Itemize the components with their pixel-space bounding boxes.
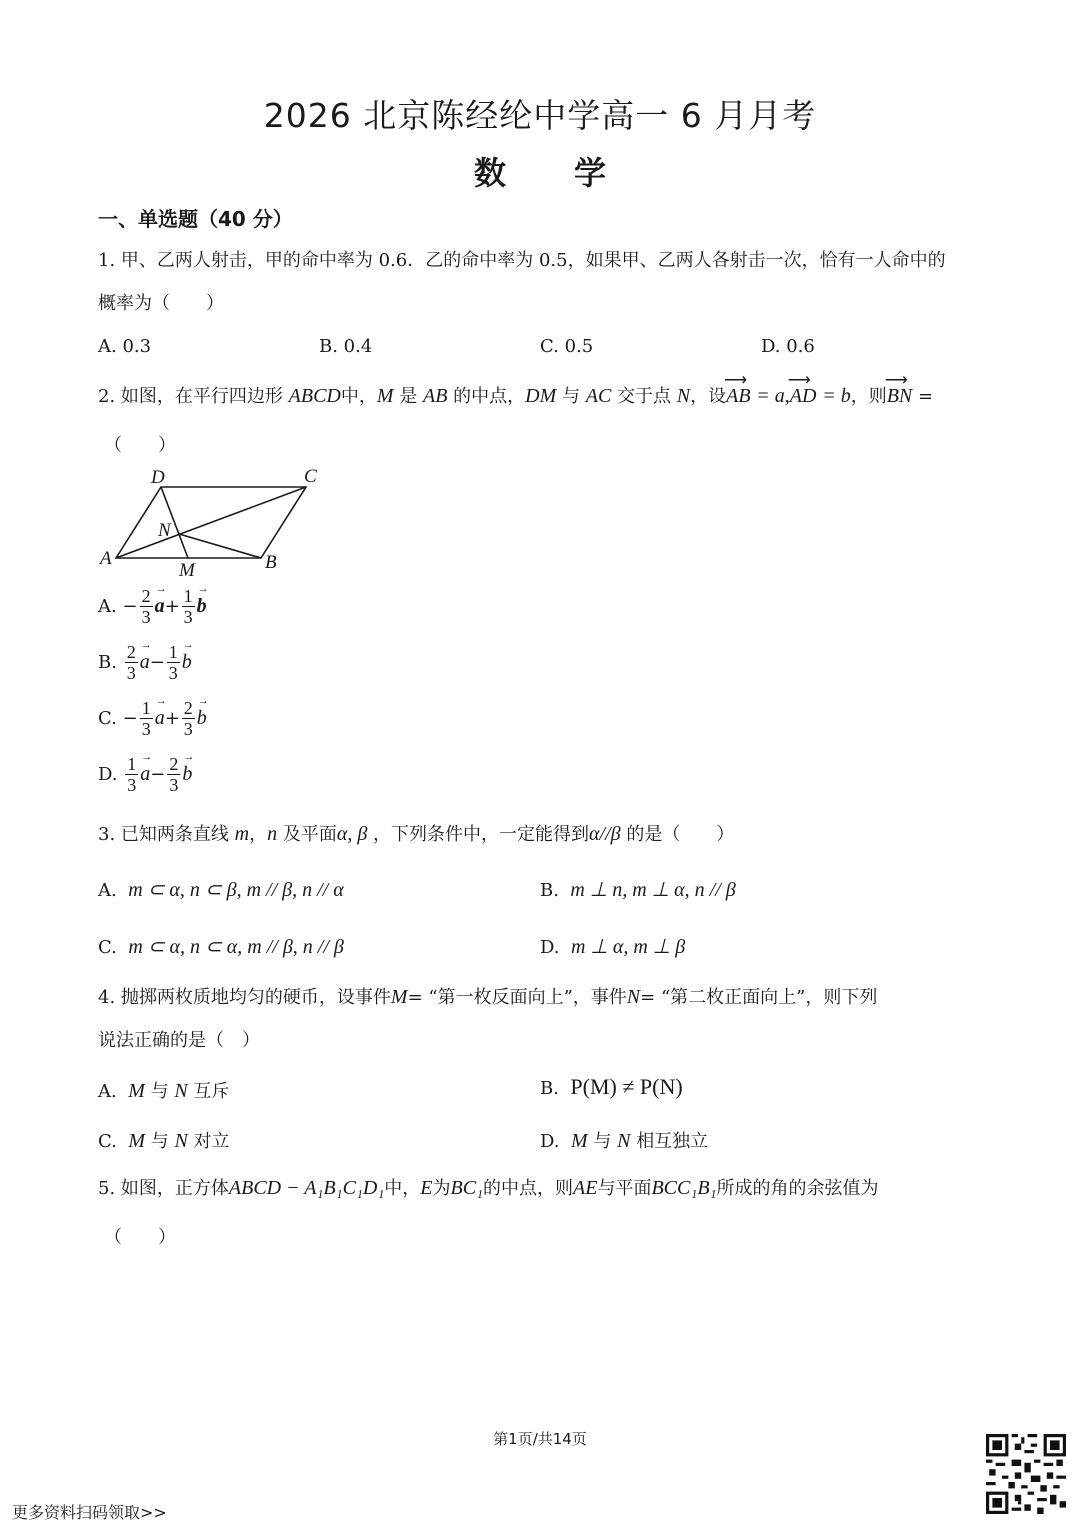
- sign: −: [122, 708, 138, 729]
- q4-option-a: [98, 1077, 229, 1103]
- q2-text: ，设: [690, 386, 727, 407]
- q1-option-c: C. 0.5: [540, 336, 594, 357]
- vector-b: → b: [197, 707, 207, 730]
- fraction: [167, 642, 180, 683]
- option-var: M: [128, 1080, 145, 1102]
- diagonal-ac: [116, 487, 306, 558]
- sign: −: [149, 652, 165, 673]
- q2-text: =: [918, 386, 934, 407]
- exam-title: 2026 北京陈经纶中学高一 6 月月考: [263, 96, 817, 135]
- q3-planes: α, β: [336, 823, 368, 845]
- denominator: 3: [168, 663, 178, 683]
- q2-text: 是: [399, 386, 418, 407]
- q4-option-c: [98, 1127, 230, 1153]
- q3-option-d: [540, 934, 685, 959]
- q2-eq-a: = a,: [756, 385, 790, 407]
- q5-text: 中，: [384, 1178, 421, 1199]
- denominator: 3: [141, 719, 151, 739]
- q4-option-d: [540, 1127, 708, 1153]
- option-text: 对立: [193, 1131, 230, 1152]
- more-resources-link[interactable]: 更多资料扫码领取>>: [12, 1503, 167, 1522]
- q3-relation: α//β: [589, 823, 621, 845]
- option-var: N: [174, 1130, 188, 1152]
- option-text: 与: [593, 1131, 612, 1152]
- q3-option-a: [98, 877, 344, 902]
- q2-var: AB: [423, 385, 448, 407]
- q3-option-b: [540, 877, 736, 902]
- numerator: 1: [168, 642, 178, 662]
- numerator: 1: [127, 754, 137, 774]
- q4-option-b: [540, 1074, 683, 1100]
- q2-text: ，则: [850, 386, 887, 407]
- option-expr: m ⊥ α, m ⊥ β: [570, 936, 686, 958]
- q3-text: 及平面: [282, 824, 337, 845]
- q2-option-d: [98, 754, 192, 795]
- sign: +: [164, 596, 180, 617]
- vector-b: → b: [182, 763, 192, 786]
- q2-var: N: [676, 385, 691, 407]
- fraction: [167, 754, 180, 795]
- vector-ab: ⟶ AB: [726, 383, 750, 409]
- option-label: D.: [540, 937, 560, 958]
- label-m: M: [179, 560, 195, 581]
- sign: −: [122, 596, 138, 617]
- subject-char-2: 学: [574, 154, 607, 192]
- sign: −: [150, 764, 166, 785]
- denominator: 3: [141, 607, 151, 627]
- q2-text: 与: [562, 386, 581, 407]
- q3-text: ，下列条件中，一定能得到: [373, 824, 590, 845]
- q3-var-n: n: [267, 823, 278, 845]
- vector-b: → b: [197, 595, 207, 618]
- q2-option-b: [98, 642, 192, 683]
- denominator: 3: [127, 775, 137, 795]
- option-expr: P(M) ≠ P(N): [570, 1074, 683, 1099]
- option-expr: m ⊥ n, m ⊥ α, n // β: [570, 879, 736, 901]
- q2-paren: （ ）: [104, 435, 176, 456]
- q4-var-n: N: [626, 986, 641, 1008]
- q1-line1: 1. 甲、乙两人射击，甲的命中率为 0.6．乙的命中率为 0.5，如果甲、乙两人各射击一次，恰有一人命中的: [98, 250, 946, 271]
- q2-option-a: [98, 586, 207, 627]
- q5-segment: BC₁: [450, 1177, 484, 1199]
- denominator: 3: [183, 607, 193, 627]
- vector-bn: ⟶ BN: [887, 383, 913, 409]
- vector-b: → b: [182, 651, 192, 674]
- label-a: A: [100, 548, 112, 569]
- fraction: [140, 586, 153, 627]
- q5-text: 的中点，则: [483, 1178, 574, 1199]
- numerator: 2: [126, 642, 136, 662]
- q4-var-m: M: [390, 986, 408, 1008]
- q5-text: 所成的角的余弦值为: [716, 1178, 879, 1199]
- denominator: 3: [183, 719, 193, 739]
- fraction: [140, 698, 153, 739]
- q1-line2: 概率为（ ）: [98, 293, 224, 314]
- q5-var-e: E: [420, 1177, 433, 1199]
- q4-text: = “第一枚反面向上”，事件: [407, 987, 627, 1008]
- option-label: B.: [540, 1078, 559, 1099]
- q3-text: ，: [249, 824, 268, 845]
- q3-option-c: [98, 934, 344, 959]
- q5-text: 5. 如图，正方体: [98, 1178, 229, 1199]
- q3-var-m: m: [234, 823, 250, 845]
- option-var: N: [617, 1130, 631, 1152]
- subject-char-1: 数: [473, 154, 506, 192]
- option-var: M: [128, 1130, 145, 1152]
- q1-option-a: A. 0.3: [98, 336, 152, 357]
- option-label: D.: [98, 764, 118, 785]
- fraction: [182, 698, 195, 739]
- q5-text: 与平面: [597, 1178, 652, 1199]
- vector-a: → a: [155, 707, 165, 730]
- q4-text: = “第二枚正面向上”，则下列: [640, 987, 878, 1008]
- vector-a: → a: [140, 763, 150, 786]
- q2-var: ABCD: [288, 385, 341, 407]
- option-text: 与: [150, 1081, 169, 1102]
- q4-text: 4. 抛掷两枚质地均匀的硬币，设事件: [98, 987, 391, 1008]
- label-b: B: [265, 552, 277, 573]
- numerator: 2: [169, 754, 179, 774]
- q2-stem: [98, 383, 933, 410]
- label-d: D: [151, 467, 165, 488]
- q5-text: 为: [432, 1178, 451, 1199]
- q1-option-b: B. 0.4: [319, 336, 373, 357]
- option-label: A.: [98, 596, 117, 617]
- denominator: 3: [126, 663, 136, 683]
- vector-ad: ⟶ AD: [790, 383, 817, 409]
- q4-line2: 说法正确的是（ ）: [98, 1030, 260, 1051]
- q3-stem: [98, 821, 734, 848]
- q1-option-d: D. 0.6: [761, 336, 815, 357]
- label-n: N: [158, 520, 171, 541]
- q2-option-c: [98, 698, 207, 739]
- fraction: [125, 754, 138, 795]
- q2-text: 交于点: [617, 386, 672, 407]
- segment-bn: [179, 534, 261, 558]
- option-label: A.: [98, 1081, 117, 1102]
- q4-line1: [98, 984, 877, 1011]
- q5-line-ae: AE: [573, 1177, 598, 1199]
- option-text: 相互独立: [636, 1131, 709, 1152]
- q2-text: 2. 如图，在平行四边形: [98, 386, 283, 407]
- fraction: [125, 642, 138, 683]
- option-label: B.: [98, 652, 117, 673]
- section-heading: 一、单选题（40 分）: [98, 207, 293, 231]
- q2-var: AC: [585, 385, 612, 407]
- option-label: B.: [540, 880, 559, 901]
- option-expr: m ⊂ α, n ⊂ α, m // β, n // β: [128, 936, 344, 958]
- q5-paren: （ ）: [104, 1227, 176, 1248]
- option-label: D.: [540, 1131, 560, 1152]
- vector-a: → a: [155, 595, 165, 618]
- vector-a: → a: [140, 651, 150, 674]
- q2-var: DM: [525, 385, 557, 407]
- sign: +: [164, 708, 180, 729]
- page-number: 第1页/共14页: [493, 1430, 587, 1448]
- q3-text: 的是（ ）: [626, 824, 735, 845]
- fraction: [182, 586, 195, 627]
- label-c: C: [304, 466, 317, 487]
- q2-text: 中，: [340, 386, 377, 407]
- parallelogram-figure: [95, 462, 335, 582]
- option-text: 与: [150, 1131, 169, 1152]
- qr-code-icon[interactable]: [986, 1434, 1066, 1514]
- q2-text: 的中点，: [453, 386, 526, 407]
- numerator: 1: [183, 586, 193, 606]
- q5-plane: BCC₁B₁: [651, 1177, 717, 1199]
- q5-stem: [98, 1175, 879, 1202]
- q2-var: M: [376, 385, 394, 407]
- option-label: C.: [98, 1131, 117, 1152]
- option-var: M: [570, 1130, 588, 1152]
- q3-text: 3. 已知两条直线: [98, 824, 229, 845]
- option-label: C.: [98, 708, 117, 729]
- numerator: 1: [141, 698, 151, 718]
- option-var: N: [174, 1080, 188, 1102]
- numerator: 2: [183, 698, 193, 718]
- option-label: C.: [98, 937, 117, 958]
- option-label: A.: [98, 880, 117, 901]
- denominator: 3: [169, 775, 179, 795]
- option-text: 互斥: [193, 1081, 230, 1102]
- q5-cube: ABCD − A₁B₁C₁D₁: [228, 1177, 385, 1199]
- subject-title: [0, 148, 1080, 194]
- option-expr: m ⊂ α, n ⊂ β, m // β, n // α: [128, 879, 344, 901]
- numerator: 2: [141, 586, 151, 606]
- q2-eq-b: = b: [822, 385, 851, 407]
